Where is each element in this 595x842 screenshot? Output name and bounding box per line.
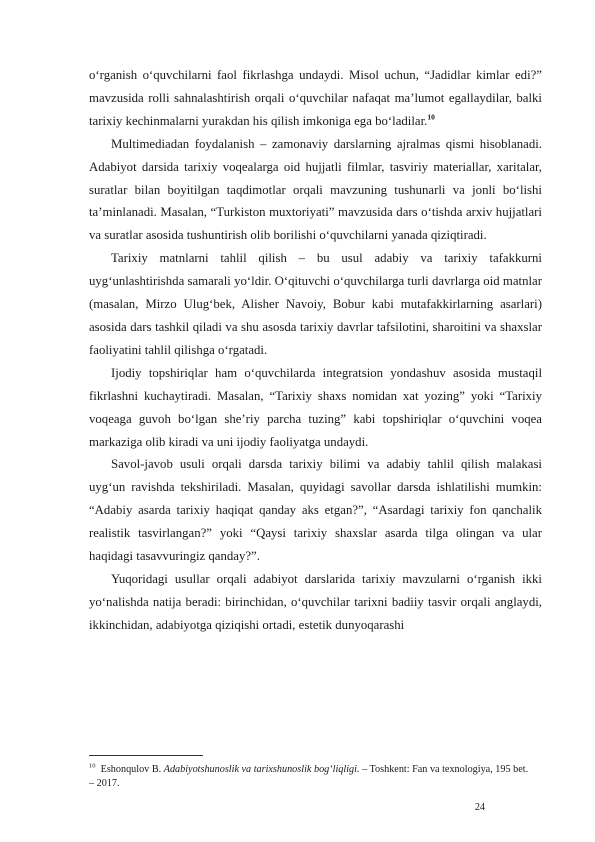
paragraph-roleplay [89, 64, 542, 133]
paragraph-creative-tasks: Ijodiy topshiriqlar ham o‘quvchilarda integratsion yondashuv asosida mustaqil fikrlashni kuchaytiradi. Masalan, “Tarixiy shaxs nomidan xat yozing” yoki “Tarixiy voqeaga guvoh bo‘lgan she’riy parcha tuzing” kabi topshiriqlar o‘quvchini voqea markaziga olib kiradi va uni ijodiy faoliyatga undaydi. [89, 365, 542, 449]
page-number: 24 [474, 802, 485, 813]
footnote-publication: – Toshkent: Fan va texnologiya, 195 bet. – 2017. [89, 764, 529, 789]
footnote-number: 10 [89, 762, 96, 770]
paragraph-text: o‘rganish o‘quvchilarni faol fikrlashga undaydi. Misol uchun, “Jadidlar kimlar edi?” mavzusida rolli sahnalashtirish orqali o‘quvchilar nafaqat ma’lumot egallaydilar, balki tarixiy kechinmalarni yurakdan his qilish imkoniga ega bo‘ladilar. [89, 68, 542, 128]
footnote [89, 763, 529, 790]
footnote-author: Eshonqulov B. [100, 764, 162, 775]
paragraph-multimedia: Multimediadan foydalanish – zamonaviy darslarning ajralmas qismi hisoblanadi. Adabiyot darsida tarixiy voqealarga oid hujjatli filmlar, tasviriy materiallar, xaritalar, suratlar bilan boyitilgan taqdimotlar orqali mavzuning tushunarli va jonli bo‘lishi ta’minlanadi. Masalan, “Turkiston muxtoriyati” mavzusida dars o‘tishda arxiv hujjatlari va suratlar asosida tushuntirish olib borilishi o‘quvchilarni yanada qiziqtiradi. [89, 136, 542, 243]
page-body [89, 64, 542, 637]
footnote-separator [89, 755, 203, 756]
footnote-title: Adabiyotshunoslik va tarixshunoslik bog‘liqligi. [163, 764, 360, 775]
footnote-reference: 10 [427, 112, 435, 122]
paragraph-text-analysis: Tarixiy matnlarni tahlil qilish – bu usul adabiy va tarixiy tafakkurni uyg‘unlashtirishda samarali yo‘ldir. O‘qituvchi o‘quvchilarga turli davrlarga oid matnlar (masalan, Mirzo Ulug‘bek, Alisher Navoiy, Bobur kabi mutafakkirlarning asarlari) asosida dars tashkil qiladi va shu asosda tarixiy davrlar tafsilotini, sharoitini va shaxslar faoliyatini tahlil qilishga o‘rgatadi. [89, 251, 542, 357]
paragraph-results: Yuqoridagi usullar orqali adabiyot darslarida tarixiy mavzularni o‘rganish ikki yo‘nalishda natija beradi: birinchidan, o‘quvchilar tarixni badiiy tasvir orqali anglaydi, ikkinchidan, adabiyotga qiziqishi ortadi, estetik dunyoqarashi [89, 571, 542, 632]
paragraph-question-answer: Savol-javob usuli orqali darsda tarixiy bilimi va adabiy tahlil qilish malakasi uyg‘un ravishda tekshiriladi. Masalan, quyidagi savollar darsda ishlatilishi mumkin: “Adabiy asarda tarixiy haqiqat qanday aks etgan?”, “Asardagi tarixiy fon qanchalik realistik tasvirlangan?” yoki “Qaysi tarixiy shaxslar asarda tilga olingan va ular haqidagi tasavvuringiz qanday?”. [89, 457, 542, 564]
